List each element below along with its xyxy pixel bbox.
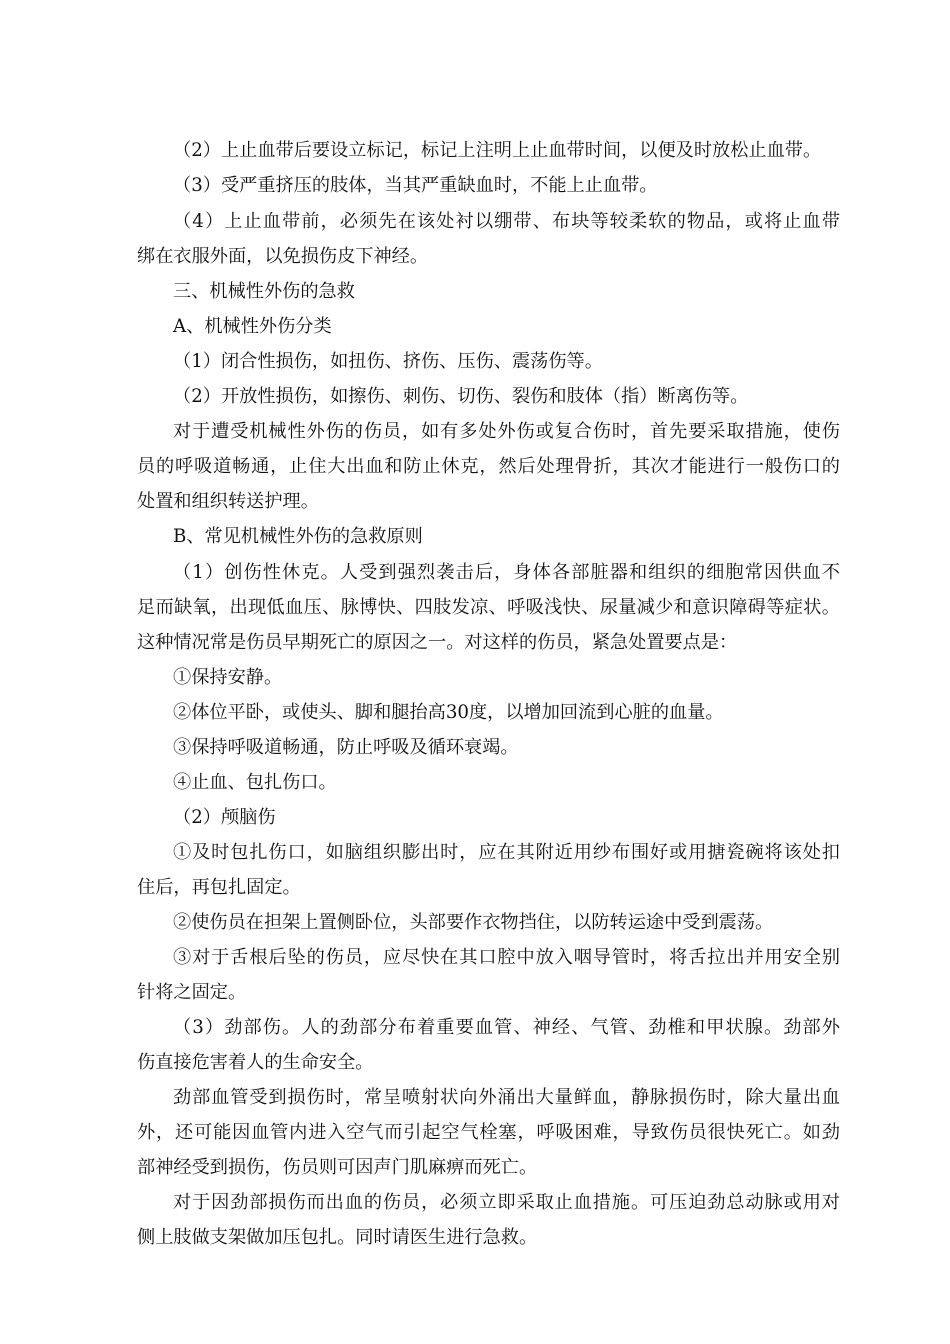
text-line: （3）劲部伤。人的劲部分布着重要血管、神经、气管、劲椎和甲状腺。劲部外 bbox=[173, 1017, 840, 1038]
list-item: ②体位平卧，或使头、脚和腿抬高30度，以增加回流到心脏的血量。 bbox=[173, 702, 724, 723]
text-line: 处置和组织转送护理。 bbox=[137, 491, 319, 512]
text-line: 伤直接危害着人的生命安全。 bbox=[137, 1052, 374, 1073]
text-line: （4）上止血带前，必须先在该处衬以绷带、布块等较柔软的物品，或将止血带 bbox=[173, 211, 840, 232]
text-line: 绑在衣服外面，以免损伤皮下神经。 bbox=[137, 246, 429, 267]
list-item: ①及时包扎伤口，如脑组织膨出时，应在其附近用纱布围好或用搪瓷碗将该处扣 bbox=[173, 842, 840, 863]
list-item: ④止血、包扎伤口。 bbox=[173, 772, 337, 793]
text-line: 足而缺氧，出现低血压、脉博快、四肢发凉、呼吸浅快、尿量减少和意识障碍等症状。 bbox=[137, 597, 840, 618]
subsection-heading: B、常见机械性外伤的急救原则 bbox=[173, 526, 423, 547]
section-heading: 三、机械性外伤的急救 bbox=[173, 281, 355, 302]
text-line: 部神经受到损伤，伤员则可因声门肌麻痹而死亡。 bbox=[137, 1157, 538, 1178]
text-line: 针将之固定。 bbox=[137, 982, 247, 1003]
text-line: 对于遭受机械性外伤的伤员，如有多处外伤或复合伤时，首先要采取措施，使伤 bbox=[173, 421, 840, 442]
text-line: （2）开放性损伤，如擦伤、刺伤、切伤、裂伤和肢体（指）断离伤等。 bbox=[173, 386, 749, 407]
list-item: ③对于舌根后坠的伤员，应尽快在其口腔中放入咽导管时，将舌拉出并用安全别 bbox=[173, 947, 840, 968]
list-item: ①保持安静。 bbox=[173, 667, 283, 688]
text-line: 住后，再包扎固定。 bbox=[137, 877, 301, 898]
text-line: 这种情况常是伤员早期死亡的原因之一。对这样的伤员，紧急处置要点是： bbox=[137, 632, 738, 653]
text-line: 侧上肢做支架做加压包扎。同时请医生进行急救。 bbox=[137, 1227, 538, 1248]
text-line: （2）颅脑伤 bbox=[173, 807, 276, 828]
text-line: （1）创伤性休克。人受到强烈袭击后，身体各部脏器和组织的细胞常因供血不 bbox=[173, 562, 840, 583]
list-item: ②使伤员在担架上置侧卧位，头部要作衣物挡住，以防转运途中受到震荡。 bbox=[173, 912, 774, 933]
text-line: 对于因劲部损伤而出血的伤员，必须立即采取止血措施。可压迫劲总动脉或用对 bbox=[173, 1192, 840, 1213]
text-line: 员的呼吸道畅通，止住大出血和防止休克，然后处理骨折，其次才能进行一般伤口的 bbox=[137, 456, 840, 477]
text-line: 劲部血管受到损伤时，常呈喷射状向外涌出大量鲜血，静脉损伤时，除大量出血 bbox=[173, 1087, 840, 1108]
text-line: （3）受严重挤压的肢体，当其严重缺血时，不能上止血带。 bbox=[173, 175, 658, 196]
text-line: 外，还可能因血管内进入空气而引起空气栓塞，呼吸困难，导致伤员很快死亡。如劲 bbox=[137, 1122, 840, 1143]
text-line: （2）上止血带后要设立标记，标记上注明上止血带时间，以便及时放松止血带。 bbox=[173, 140, 822, 161]
text-line: （1）闭合性损伤，如扭伤、挤伤、压伤、震荡伤等。 bbox=[173, 351, 603, 372]
subsection-heading: A、机械性外伤分类 bbox=[173, 316, 332, 337]
list-item: ③保持呼吸道畅通，防止呼吸及循环衰竭。 bbox=[173, 737, 519, 758]
